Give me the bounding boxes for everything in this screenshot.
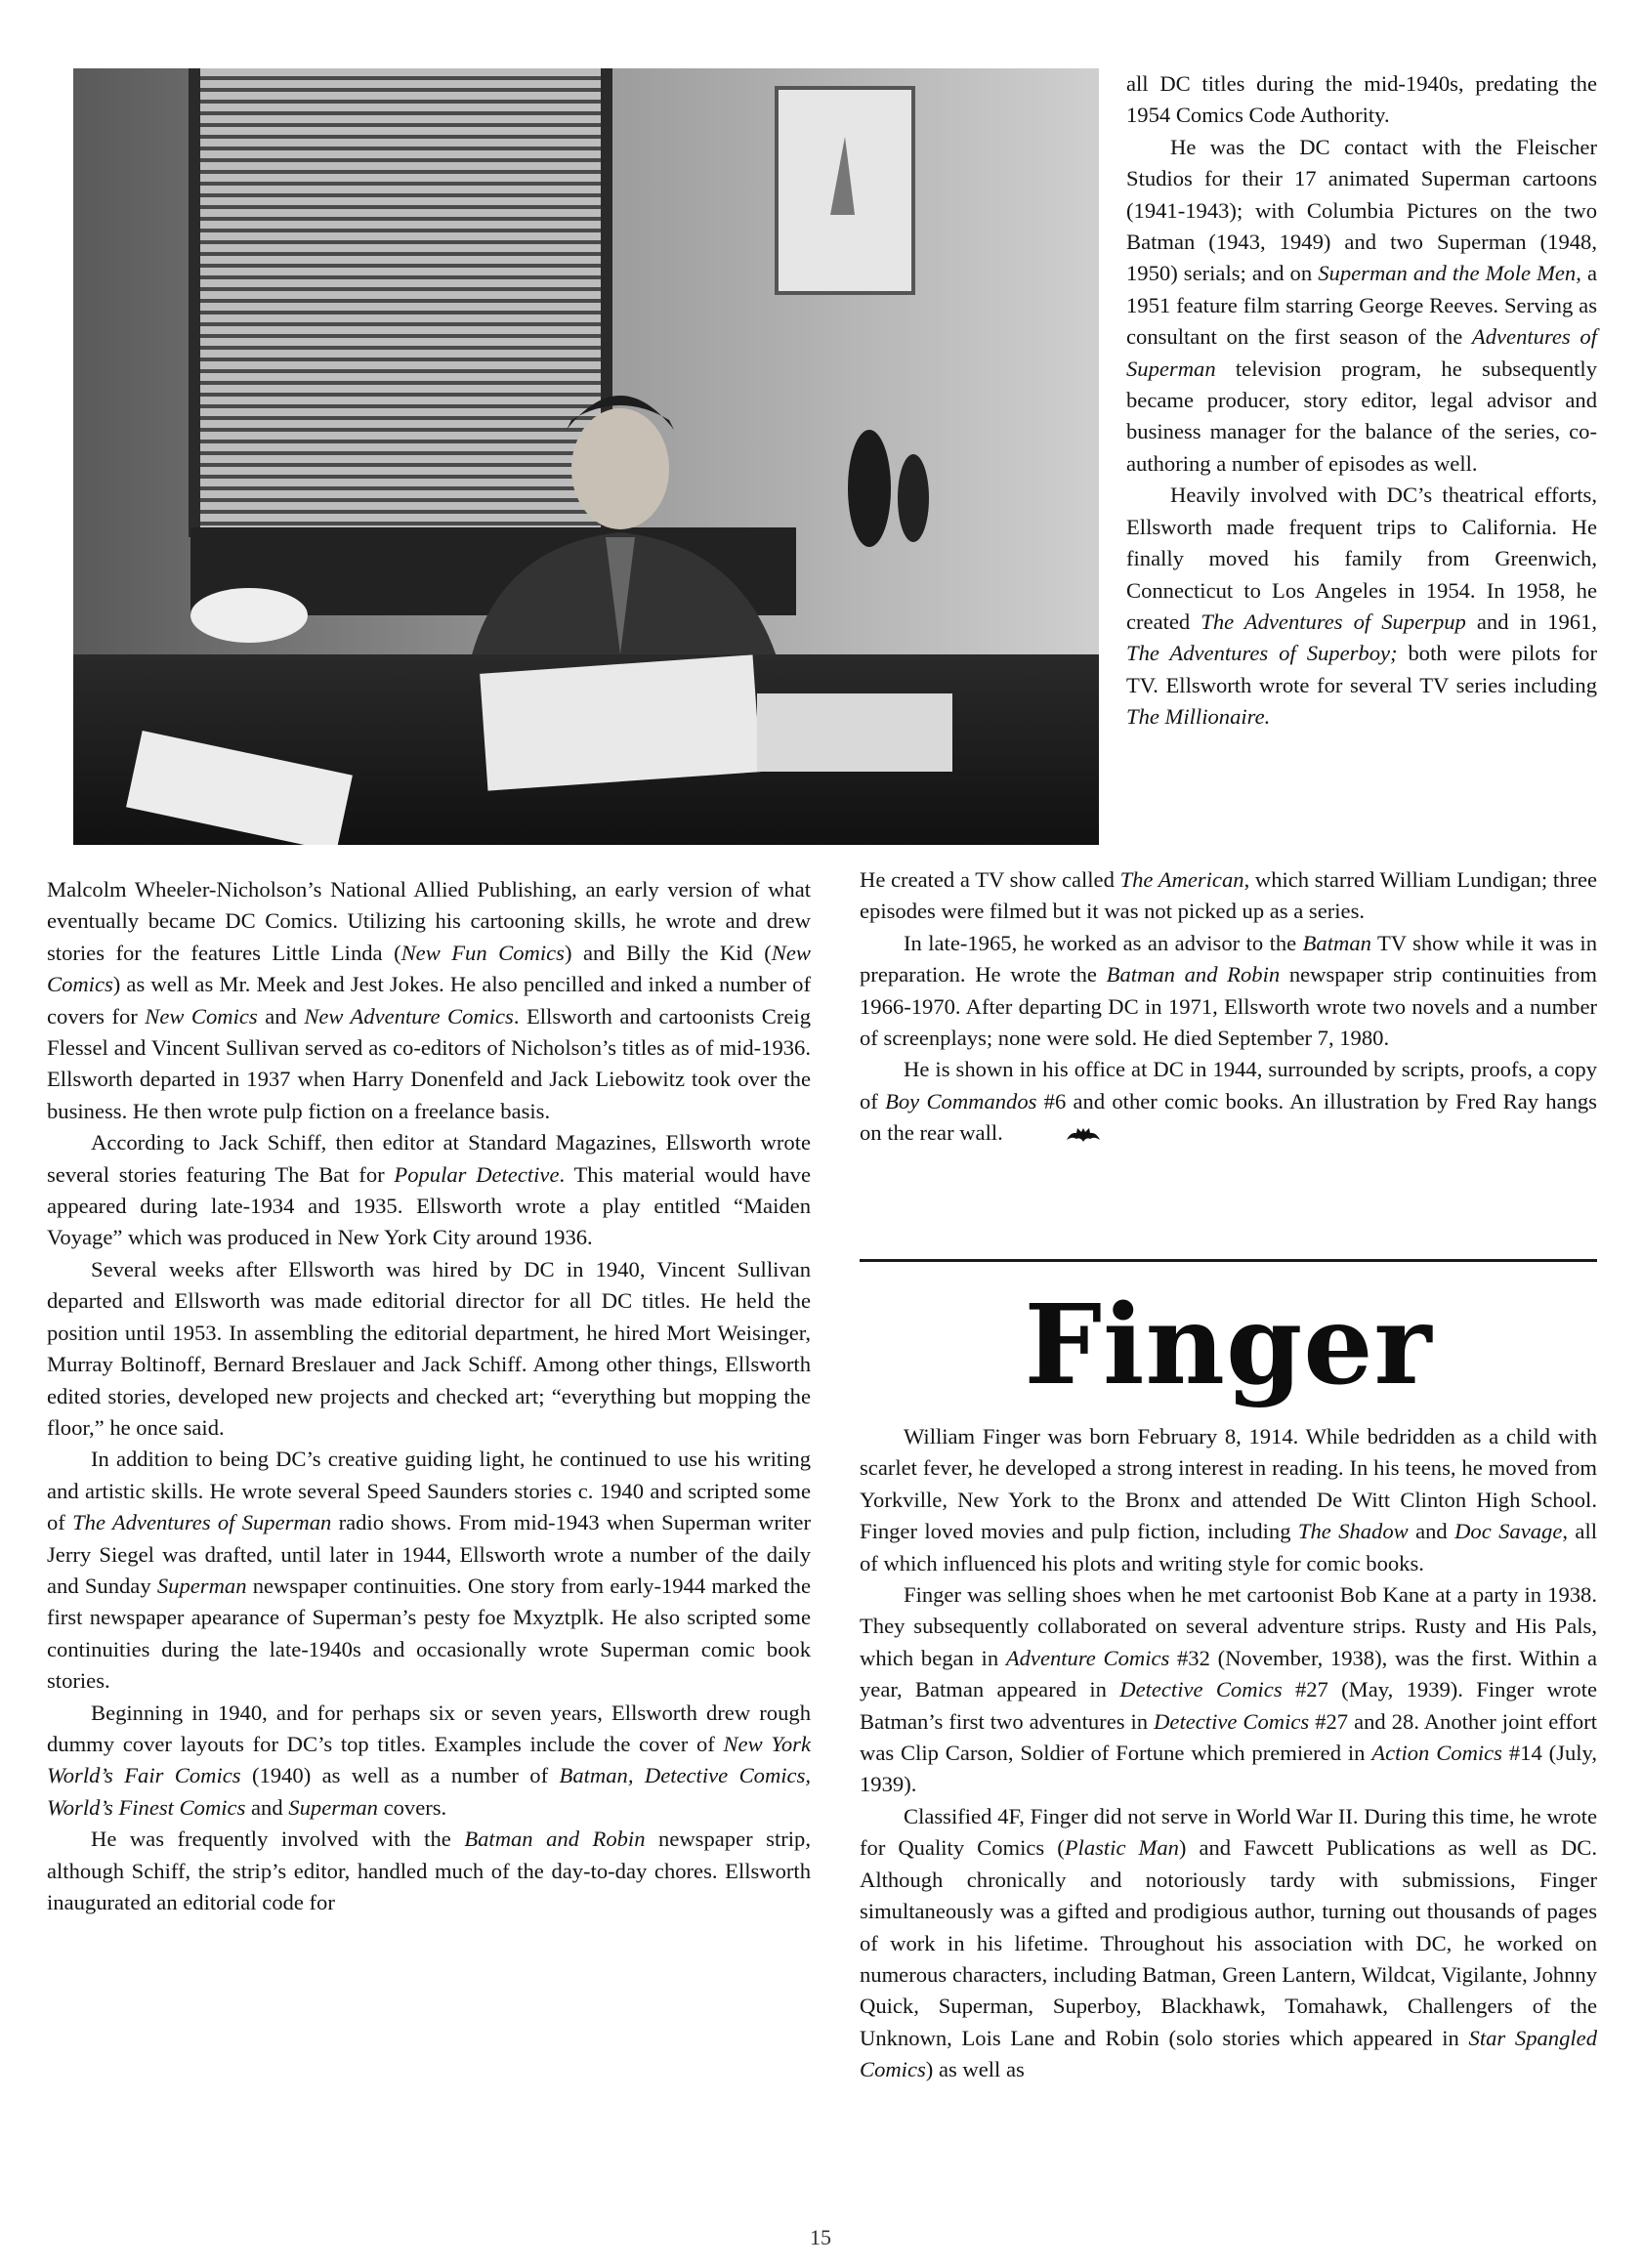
paragraph: Classified 4F, Finger did not serve in World War II. During this time, he wrote for Quality Comics (Plastic Man) and Fawcett Publications as well as DC. Although chronically and notoriously tardy with submissions, Finger simultaneously was a gifted and prodigious author, turning out thousands of pages of work in his lifetime. Throughout his association with DC, he worked on numerous characters, including Batman, Green Lantern, Wildcat, Vigilante, Johnny Quick, Superman, Superboy, Blackhawk, Tomahawk, Challengers of the Unknown, Lois Lane and Robin (solo stories which appeared in Star Spangled Comics) as well as	[860, 1803, 1597, 2082]
bat-icon	[1023, 1119, 1100, 1151]
paragraph: He was the DC contact with the Fleischer Studios for their 17 animated Superman cartoons (1941-1943); with Columbia Pictures on the two Batman (1943, 1949) and two Superman (1948, 1950) serials; and on Superman and the Mole Men, a 1951 feature film starring George Reeves. Serving as consultant on the first season of the Adventures of Superman television program, he subsequently became producer, story editor, legal advisor and business manager for the balance of the series, co-authoring a number of episodes as well.	[1126, 134, 1597, 476]
section-divider	[860, 1259, 1597, 1262]
right-column-middle	[860, 864, 1597, 1151]
page-number: 15	[810, 2225, 831, 2249]
paragraph: Beginning in 1940, and for perhaps six or seven years, Ellsworth drew rough dummy cover layouts for DC’s top titles. Examples include the cover of New York World’s Fair Comics (1940) as well as a number of Batman, Detective Comics, World’s Finest Comics and Superman covers.	[47, 1700, 812, 1820]
left-column	[47, 874, 811, 1918]
paragraph: Finger was selling shoes when he met cartoonist Bob Kane at a party in 1938. They subsequently collaborated on several adventure strips. Rusty and His Pals, which began in Adventure Comics #32 (November, 1938), was the first. Within a year, Batman appeared in Detective Comics #27 (May, 1939). Finger wrote Batman’s first two adventures in Detective Comics #27 and 28. Another joint effort was Clip Carson, Soldier of Fortune which premiered in Action Comics #14 (July, 1939).	[860, 1582, 1597, 1797]
paragraph: He created a TV show called The American, which starred William Lundigan; three episodes were filmed but it was not picked up as a series.	[860, 867, 1598, 924]
paragraph: In addition to being DC’s creative guiding light, he continued to use his writing and artistic skills. He wrote several Speed Saunders stories c. 1940 and scripted some of The Adventures of Superman radio shows. From mid-1943 when Superman writer Jerry Siegel was drafted, until later in 1944, Ellsworth wrote a number of the daily and Sunday Superman newspaper continuities. One story from early-1944 marked the first newspaper apearance of Superman’s pesty foe Mxyztplk. He also scripted some continuities during the late-1940s and occasionally wrote Superman comic book stories.	[47, 1447, 811, 1694]
photo-image	[73, 68, 1099, 845]
paragraph: Malcolm Wheeler-Nicholson’s National Allied Publishing, an early version of what eventually became DC Comics. Utilizing his cartooning skills, he wrote and drew stories for the features Little Linda (New Fun Comics) and Billy the Kid (New Comics) as well as Mr. Meek and Jest Jokes. He also pencilled and inked a number of covers for New Comics and New Adventure Comics. Ellsworth and cartoonists Creig Flessel and Vincent Sullivan served as co-editors of Nicholson’s titles as of mid-1936. Ellsworth departed in 1937 when Harry Donenfeld and Jack Liebowitz took over the business. He then wrote pulp fiction on a freelance basis.	[47, 877, 811, 1123]
paragraph: Heavily involved with DC’s theatrical efforts, Ellsworth made frequent trips to California. He finally moved his family from Greenwich, Connecticut to Los Angeles in 1954. In 1958, he created The Adventures of Superpup and in 1961, The Adventures of Superboy; both were pilots for TV. Ellsworth wrote for several TV series including The Millionaire.	[1126, 483, 1598, 730]
paragraph: According to Jack Schiff, then editor at Standard Magazines, Ellsworth wrote several stories featuring The Bat for Popular Detective. This material would have appeared during late-1934 and 1935. Ellsworth wrote a play entitled “Maiden Voyage” which was produced in New York City around 1936.	[47, 1130, 811, 1250]
paragraph: In late-1965, he worked as an advisor to the Batman TV show while it was in preparation. He wrote the Batman and Robin newspaper strip continuities from 1966-1970. After departing DC in 1971, Ellsworth wrote two novels and a number of screenplays; none were sold. He died September 7, 1980.	[860, 930, 1597, 1051]
paragraph: Several weeks after Ellsworth was hired by DC in 1940, Vincent Sullivan departed and Ellsworth was made editorial director for all DC titles. He held the position until 1953. In assembling the editorial department, he hired Mort Weisinger, Murray Boltinoff, Bernard Breslauer and Jack Schiff. Among other things, Ellsworth edited stories, developed new projects and checked art; “everything but mopping the floor,” he once said.	[47, 1256, 811, 1440]
right-column-top	[1126, 68, 1597, 734]
paragraph: all DC titles during the mid-1940s, predating the 1954 Comics Code Authority.	[1126, 71, 1597, 128]
paragraph: William Finger was born February 8, 1914. While bedridden as a child with scarlet fever, he developed a strong interest in reading. In his teens, he moved from Yorkville, New York to the Bronx and attended De Witt Clinton High School. Finger loved movies and pulp fiction, including The Shadow and Doc Savage, all of which influenced his plots and writing style for comic books.	[860, 1424, 1598, 1575]
office-photo	[73, 68, 1099, 845]
right-column-bottom	[860, 1421, 1597, 2086]
paragraph: He is shown in his office at DC in 1944, surrounded by scripts, proofs, a copy of Boy Commandos #6 and other comic books. An illustration by Fred Ray hangs on the rear wall.	[860, 1054, 1597, 1151]
section-heading: Finger	[1024, 1281, 1433, 1409]
paragraph: He was frequently involved with the Batman and Robin newspaper strip, although Schiff, the strip’s editor, handled much of the day-to-day chores. Ellsworth inaugurated an editorial code for	[47, 1827, 811, 1914]
